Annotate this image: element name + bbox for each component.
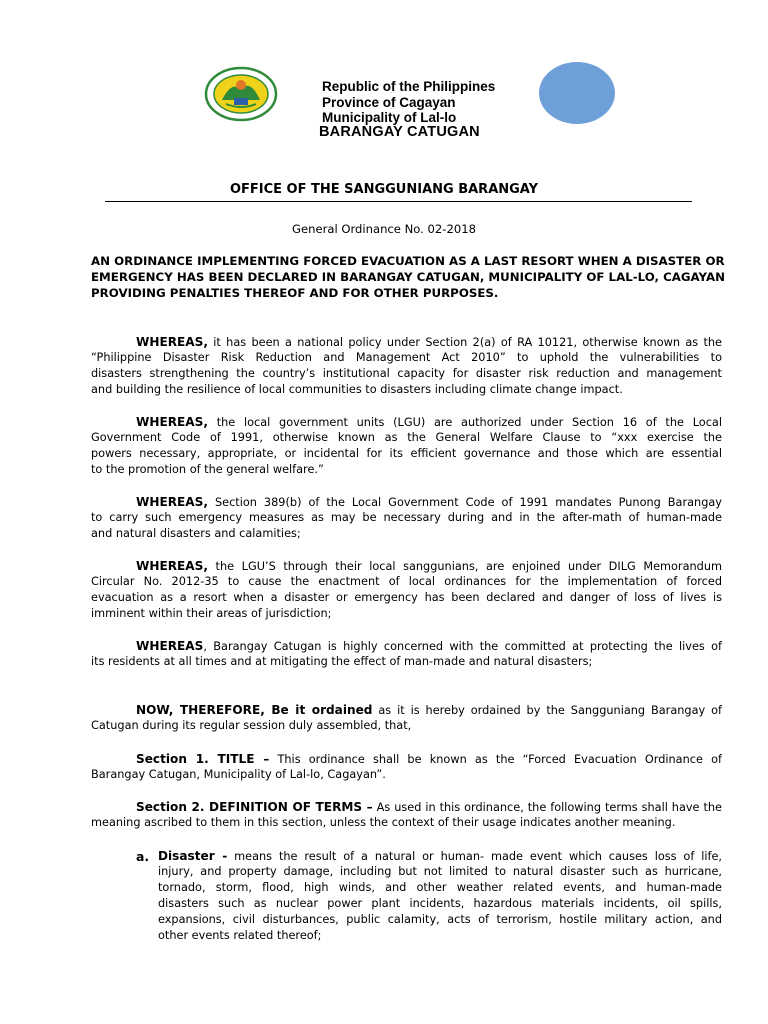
whereas-paragraph-2: WHEREAS, the local government units (LGU) are authorized under Section 16 of the Local Government Code of 1991, otherwise known as the General Welfare Clause to “xxx exercise the powers necessary, appropriate, or incidental for its efficient governance and those which are essential to the promotion of the general welfare.” xyxy=(91,415,722,476)
definition-disaster: Disaster - means the result of a natural or human- made event which causes loss of life, injury, and property damage, including but not limited to natural disaster such as hurricane, tornado, storm, flood, high winds, and other weather related events, and human-made disasters such as nuclear power plant incidents, hazardous materials incidents, oil spills, expansions, civil disturbances, public calamity, acts of terrorism, hostile military action, and other events related thereof; xyxy=(158,849,722,942)
title-line: EMERGENCY HAS BEEN DECLARED IN BARANGAY CATUGAN, MUNICIPALITY OF LAL-LO, CAGAYAN xyxy=(91,270,725,284)
now-therefore-paragraph: NOW, THEREFORE, Be it ordained as it is hereby ordained by the Sangguniang Barangay of Catugan during its regular session duly assembled, that, xyxy=(91,703,722,732)
section-2-paragraph: Section 2. DEFINITION OF TERMS – As used in this ordinance, the following terms shall have the meaning ascribed to them in this section, unless the context of their usage indicates another meaning. xyxy=(91,800,722,829)
whereas-label: WHEREAS, xyxy=(136,559,208,573)
municipality-line: Municipality of Lal-lo xyxy=(322,110,457,125)
whereas-label: WHEREAS, xyxy=(136,415,208,429)
whereas-label: WHEREAS, xyxy=(136,495,208,509)
section-1-paragraph: Section 1. TITLE – This ordinance shall be known as the “Forced Evacuation Ordinance of Barangay Catugan, Municipality of Lal-lo, Cagayan”. xyxy=(91,752,722,781)
whereas-paragraph-1: WHEREAS, it has been a national policy under Section 2(a) of RA 10121, otherwise known as the “Philippine Disaster Risk Reduction and Management Act 2010” to uphold the vulnerabilities to disasters strengthening the country’s institutional capacity for disaster risk reduction and management and building the resilience of local communities to disasters including climate change impact. xyxy=(91,335,722,396)
barangay-seal-icon xyxy=(204,66,278,122)
whereas-label: WHEREAS, xyxy=(136,335,208,349)
header-divider xyxy=(105,201,692,202)
now-therefore-label: NOW, THEREFORE, Be it ordained xyxy=(136,703,373,717)
letterhead xyxy=(322,79,495,126)
title-line: AN ORDINANCE IMPLEMENTING FORCED EVACUATION AS A LAST RESORT WHEN A DISASTER OR xyxy=(91,254,725,268)
office-title: OFFICE OF THE SANGGUNIANG BARANGAY xyxy=(229,182,539,197)
section-1-label: Section 1. TITLE – xyxy=(136,752,270,766)
republic-line: Republic of the Philippines xyxy=(322,79,496,94)
title-line: PROVIDING PENALTIES THEREOF AND FOR OTHER PURPOSES. xyxy=(91,286,499,300)
ordinance-title xyxy=(91,253,731,301)
blue-circle-logo xyxy=(539,62,615,124)
whereas-paragraph-4: WHEREAS, the LGU’S through their local sanggunians, are enjoined under DILG Memorandum Circular No. 2012-35 to cause the enactment of local ordinances for the implementation of forced evacuation as a resort when a disaster or emergency has been declared and danger of loss of lives is imminent within their areas of jurisdiction; xyxy=(91,559,722,620)
section-2-label: Section 2. DEFINITION OF TERMS – xyxy=(136,800,373,814)
list-item-letter: a. xyxy=(136,849,150,864)
ordinance-number: General Ordinance No. 02-2018 xyxy=(291,222,476,236)
barangay-name: BARANGAY CATUGAN xyxy=(319,124,480,140)
province-line: Province of Cagayan xyxy=(322,94,456,110)
whereas-paragraph-5: WHEREAS, Barangay Catugan is highly concerned with the committed at protecting the lives of its residents at all times and at mitigating the effect of man-made and natural disasters; xyxy=(91,639,722,668)
whereas-label: WHEREAS xyxy=(136,639,204,653)
term-label: Disaster - xyxy=(158,849,228,863)
whereas-paragraph-3: WHEREAS, Section 389(b) of the Local Government Code of 1991 mandates Punong Barangay to carry such emergency measures as may be necessary during and in the after-math of human-made and natural disasters and calamities; xyxy=(91,495,722,540)
